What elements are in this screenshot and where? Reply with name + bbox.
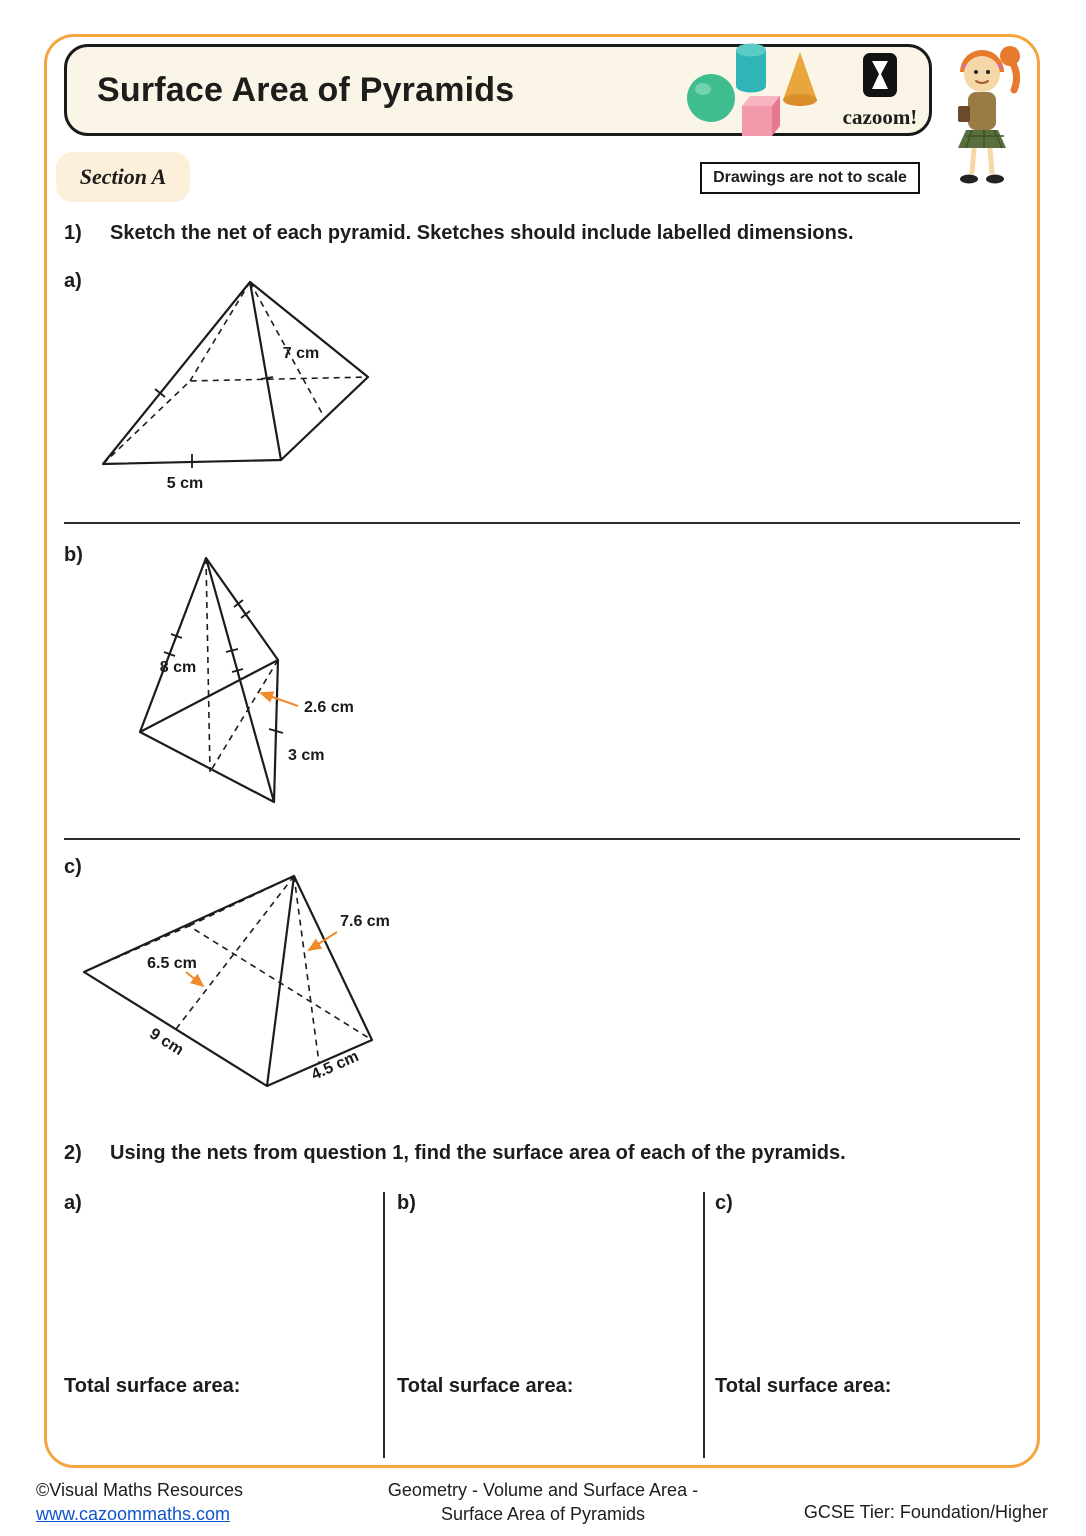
footer-website-link[interactable]: www.cazoommaths.com [36,1504,231,1524]
sphere-icon [687,74,735,122]
pyramid-a-slant-label: 7 cm [282,345,320,362]
cazoom-logo [834,52,926,130]
pyramid-c-hidden-lines [84,876,372,1063]
pyramid-b-figure [128,550,378,825]
cazoom-logo-text: cazoom! [842,105,918,129]
footer-topic-line2: Surface Area of Pyramids [440,1504,646,1524]
pyramid-c-slant-right-label: 7.6 cm [340,913,390,930]
q2-column-divider-1 [383,1192,385,1458]
slant-left-callout-arrow [186,972,203,986]
q1b-label: b) [64,544,83,566]
q2b-answer-label: Total surface area: [397,1375,574,1397]
footer-tier: GCSE Tier: Foundation/Higher [803,1502,1048,1522]
scale-note: Drawings are not to scale [700,162,920,194]
q1-number: 1) [64,222,82,244]
pyramid-c-figure [72,862,417,1102]
cone-icon [783,52,817,106]
pyramid-a-base-label: 5 cm [166,475,204,492]
pyramid-a-edges [103,282,368,464]
pyramid-b-height-label: 8 cm [159,659,197,676]
q2c-answer-label: Total surface area: [715,1375,892,1397]
pyramid-c-base-long-label: 9 cm [146,1025,187,1060]
pyramid-c-slant-left-label: 6.5 cm [147,955,197,972]
footer-credit: ©Visual Maths Resources [36,1480,244,1500]
cube-icon [742,96,780,136]
footer-credit-block [36,1478,243,1526]
footer-topic-block [328,1478,758,1526]
mascot-girl-illustration [932,34,1032,194]
page-title: Surface Area of Pyramids [97,70,515,109]
pyramid-c-base-short-label: 4.5 cm [308,1047,362,1084]
section-a-badge: Section A [56,152,190,202]
pyramid-b-base-label: 3 cm [288,747,325,764]
pyramid-a-hidden-edges [103,282,368,464]
pyramid-c-edges [84,876,372,1086]
q1a-label: a) [64,270,82,292]
q2a-answer-label: Total surface area: [64,1375,241,1397]
footer-topic-line1: Geometry - Volume and Surface Area - [387,1480,699,1500]
cylinder-icon [736,44,766,93]
question-1 [64,222,1004,245]
3d-shapes-illustration [684,36,834,146]
pyramid-b-apothem-label: 2.6 cm [304,699,354,716]
q2-column-divider-2 [703,1192,705,1458]
apothem-callout-arrow [261,693,298,706]
q2-prompt: Using the nets from question 1, find the surface area of each of the pyramids. [110,1142,846,1164]
q2b-label: b) [397,1192,416,1214]
cazoom-logo-icon [862,52,898,98]
pyramid-a-tick-marks [155,377,273,468]
q2a-label: a) [64,1192,82,1214]
question-2 [64,1142,1004,1165]
pyramid-a-figure [85,272,405,512]
q1c-label: c) [64,856,82,878]
divider-2 [64,838,1020,840]
q2-number: 2) [64,1142,82,1164]
q1-prompt: Sketch the net of each pyramid. Sketches should include labelled dimensions. [110,222,854,244]
q2c-label: c) [715,1192,733,1214]
divider-1 [64,522,1020,524]
